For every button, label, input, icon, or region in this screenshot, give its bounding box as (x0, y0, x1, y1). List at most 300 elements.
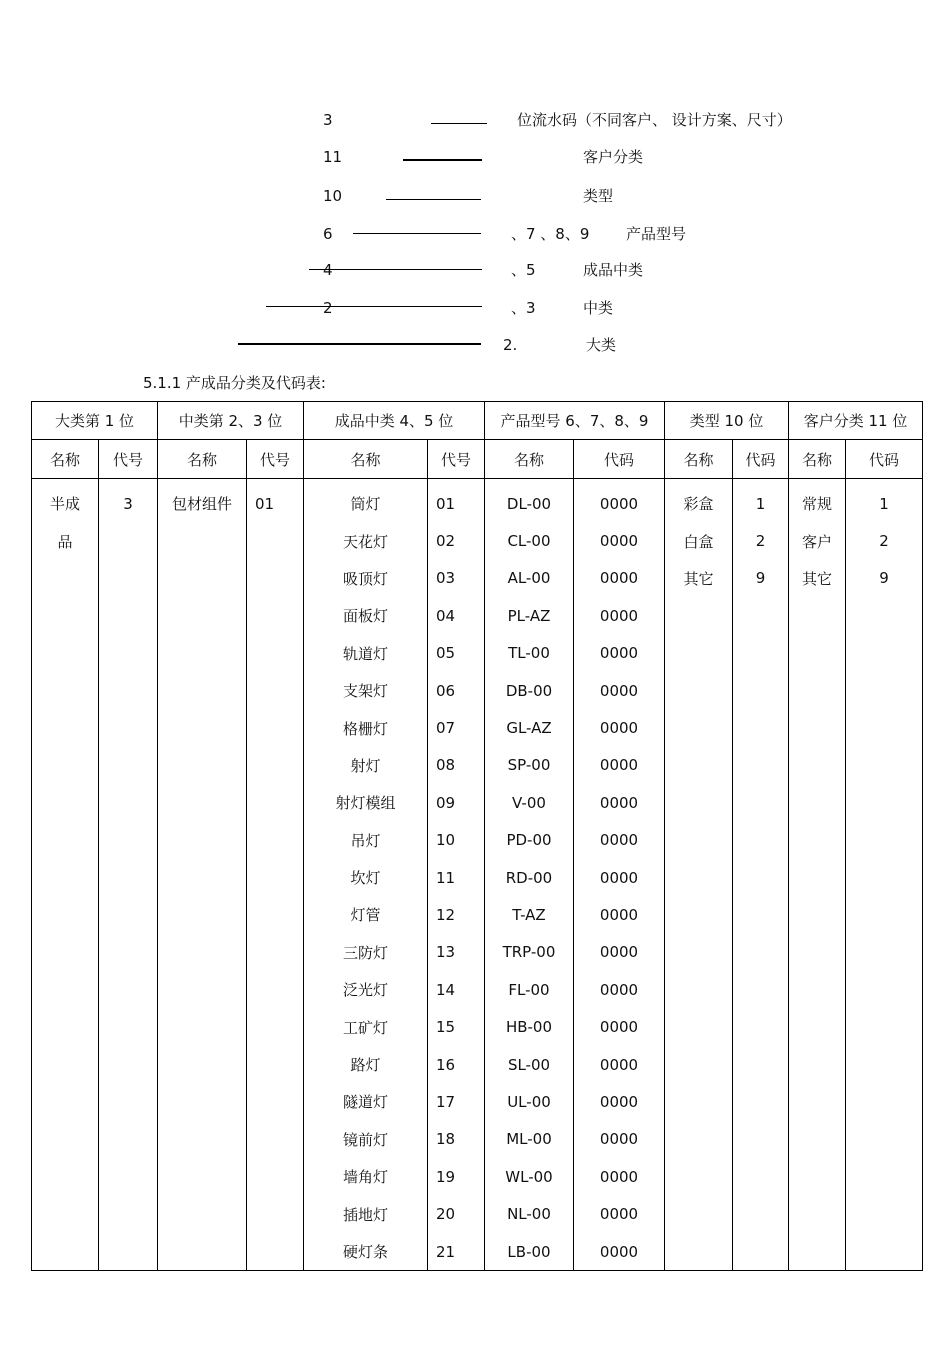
table-row (32, 479, 923, 523)
customer-name (789, 1083, 846, 1120)
legend-line (238, 343, 481, 345)
product-category-code: 07 (428, 709, 485, 746)
middle-category-code (247, 709, 304, 746)
middle-category-code (247, 1158, 304, 1195)
product-category-name: 灯管 (304, 896, 428, 933)
middle-category-code (247, 1008, 304, 1045)
product-model-code: 0000 (574, 709, 665, 746)
product-model-code: 0000 (574, 1083, 665, 1120)
product-category-code: 13 (428, 934, 485, 971)
type-name (665, 709, 733, 746)
type-name (665, 597, 733, 634)
middle-category-name (158, 560, 247, 597)
major-category-code (99, 522, 158, 559)
major-category-name (32, 1083, 99, 1120)
type-code (733, 822, 789, 859)
customer-code (846, 1121, 923, 1158)
customer-name (789, 971, 846, 1008)
product-category-name: 轨道灯 (304, 635, 428, 672)
product-category-code: 15 (428, 1008, 485, 1045)
product-category-name: 支架灯 (304, 672, 428, 709)
column-header: 名称 (665, 440, 733, 479)
product-model: TRP-00 (485, 934, 574, 971)
product-model-code: 0000 (574, 1158, 665, 1195)
product-category-code: 06 (428, 672, 485, 709)
legend-line (266, 306, 482, 307)
table-caption: 5.1.1 产成品分类及代码表: (143, 374, 326, 392)
legend-position: 、7 、8、9 (511, 225, 590, 243)
legend-label: 产品型号 (626, 225, 687, 243)
product-category-name: 面板灯 (304, 597, 428, 634)
customer-code (846, 784, 923, 821)
product-code-table (31, 401, 923, 1271)
major-category-name (32, 635, 99, 672)
middle-category-name: 包材组件 (158, 479, 247, 523)
type-code (733, 1083, 789, 1120)
legend-label: 成品中类 (583, 261, 644, 279)
type-code (733, 1046, 789, 1083)
table-row (32, 1121, 923, 1158)
customer-name (789, 597, 846, 634)
middle-category-name (158, 709, 247, 746)
middle-category-code (247, 822, 304, 859)
middle-category-name (158, 672, 247, 709)
product-model-code: 0000 (574, 822, 665, 859)
table-row (32, 1008, 923, 1045)
product-model-code: 0000 (574, 1008, 665, 1045)
customer-name (789, 934, 846, 971)
major-category-code (99, 1158, 158, 1195)
column-header: 代码 (733, 440, 789, 479)
customer-code (846, 822, 923, 859)
product-category-name: 吸顶灯 (304, 560, 428, 597)
legend-line (403, 159, 482, 161)
legend-label: 大类 (586, 336, 617, 354)
major-category-name (32, 672, 99, 709)
customer-code (846, 597, 923, 634)
middle-category-code (247, 635, 304, 672)
group-header-row (32, 402, 923, 440)
customer-code (846, 1233, 923, 1271)
major-category-name (32, 859, 99, 896)
major-category-name (32, 1158, 99, 1195)
customer-name (789, 896, 846, 933)
major-category-code: 3 (99, 479, 158, 523)
type-name (665, 934, 733, 971)
middle-category-name (158, 635, 247, 672)
major-category-code (99, 1008, 158, 1045)
major-category-code (99, 560, 158, 597)
table-row (32, 784, 923, 821)
major-category-code (99, 859, 158, 896)
legend-label: 客户分类 (583, 148, 644, 166)
middle-category-name (158, 934, 247, 971)
type-name (665, 896, 733, 933)
table-row (32, 971, 923, 1008)
middle-category-code (247, 597, 304, 634)
table-row (32, 709, 923, 746)
product-model: HB-00 (485, 1008, 574, 1045)
major-category-code (99, 784, 158, 821)
type-code (733, 709, 789, 746)
middle-category-code (247, 522, 304, 559)
product-model-code: 0000 (574, 859, 665, 896)
type-name (665, 1233, 733, 1271)
product-category-code: 09 (428, 784, 485, 821)
table-row (32, 747, 923, 784)
middle-category-name (158, 896, 247, 933)
major-category-name (32, 896, 99, 933)
product-model-code: 0000 (574, 479, 665, 523)
product-model: FL-00 (485, 971, 574, 1008)
type-name (665, 822, 733, 859)
product-category-code: 18 (428, 1121, 485, 1158)
product-model-code: 0000 (574, 522, 665, 559)
group-header: 类型 10 位 (665, 402, 789, 440)
type-name (665, 1158, 733, 1195)
middle-category-name (158, 784, 247, 821)
customer-name (789, 1046, 846, 1083)
type-code: 2 (733, 522, 789, 559)
table-row (32, 1195, 923, 1232)
middle-category-name (158, 971, 247, 1008)
middle-category-code (247, 1195, 304, 1232)
product-category-name: 隧道灯 (304, 1083, 428, 1120)
customer-name (789, 859, 846, 896)
type-code (733, 784, 789, 821)
product-category-name: 泛光灯 (304, 971, 428, 1008)
customer-code (846, 635, 923, 672)
product-category-code: 11 (428, 859, 485, 896)
customer-name (789, 635, 846, 672)
column-header: 名称 (158, 440, 247, 479)
type-name (665, 859, 733, 896)
major-category-code (99, 672, 158, 709)
legend-label: 类型 (583, 187, 614, 205)
middle-category-name (158, 747, 247, 784)
product-model: WL-00 (485, 1158, 574, 1195)
major-category-name: 半成 (32, 479, 99, 523)
product-model: LB-00 (485, 1233, 574, 1271)
product-category-code: 03 (428, 560, 485, 597)
middle-category-code: 01 (247, 479, 304, 523)
product-category-code: 17 (428, 1083, 485, 1120)
column-header: 代号 (99, 440, 158, 479)
middle-category-name (158, 1158, 247, 1195)
customer-code (846, 971, 923, 1008)
product-category-name: 坎灯 (304, 859, 428, 896)
product-category-code: 16 (428, 1046, 485, 1083)
product-category-name: 射灯 (304, 747, 428, 784)
type-name (665, 635, 733, 672)
product-model-code: 0000 (574, 1233, 665, 1271)
customer-code: 1 (846, 479, 923, 523)
major-category-code (99, 1195, 158, 1232)
product-category-code: 01 (428, 479, 485, 523)
middle-category-code (247, 784, 304, 821)
customer-name (789, 1008, 846, 1045)
major-category-code (99, 597, 158, 634)
middle-category-code (247, 1121, 304, 1158)
major-category-code (99, 934, 158, 971)
product-model-code: 0000 (574, 560, 665, 597)
table-row (32, 522, 923, 559)
customer-name (789, 1195, 846, 1232)
table-row (32, 1233, 923, 1271)
product-category-code: 14 (428, 971, 485, 1008)
product-model-code: 0000 (574, 597, 665, 634)
major-category-code (99, 1121, 158, 1158)
legend-position: 、3 (511, 299, 536, 317)
type-code: 1 (733, 479, 789, 523)
column-header: 代码 (574, 440, 665, 479)
type-name (665, 1046, 733, 1083)
product-category-name: 三防灯 (304, 934, 428, 971)
product-model-code: 0000 (574, 1046, 665, 1083)
table-row (32, 597, 923, 634)
table-row (32, 896, 923, 933)
major-category-name (32, 934, 99, 971)
middle-category-name (158, 522, 247, 559)
product-category-code: 02 (428, 522, 485, 559)
legend-label: 位流水码（不同客户、 设计方案、尺寸） (517, 111, 792, 129)
major-category-name (32, 971, 99, 1008)
middle-category-code (247, 1233, 304, 1271)
legend-line (386, 199, 481, 200)
type-code (733, 1121, 789, 1158)
middle-category-code (247, 560, 304, 597)
group-header: 中类第 2、3 位 (158, 402, 304, 440)
product-category-code: 20 (428, 1195, 485, 1232)
customer-code (846, 1046, 923, 1083)
table-row (32, 822, 923, 859)
customer-code (846, 1158, 923, 1195)
type-code (733, 1158, 789, 1195)
legend-number: 4 (323, 261, 333, 279)
legend-number: 10 (323, 187, 343, 205)
major-category-name (32, 597, 99, 634)
product-model-code: 0000 (574, 1121, 665, 1158)
major-category-code (99, 1046, 158, 1083)
middle-category-code (247, 672, 304, 709)
product-model: NL-00 (485, 1195, 574, 1232)
group-header: 客户分类 11 位 (789, 402, 923, 440)
major-category-name (32, 1046, 99, 1083)
middle-category-code (247, 896, 304, 933)
product-model: DL-00 (485, 479, 574, 523)
product-model: UL-00 (485, 1083, 574, 1120)
product-model: PL-AZ (485, 597, 574, 634)
customer-code (846, 934, 923, 971)
customer-name (789, 709, 846, 746)
product-model: GL-AZ (485, 709, 574, 746)
middle-category-code (247, 747, 304, 784)
middle-category-name (158, 1008, 247, 1045)
major-category-name (32, 822, 99, 859)
legend-line (431, 123, 487, 124)
type-code (733, 672, 789, 709)
type-code (733, 1195, 789, 1232)
product-category-code: 10 (428, 822, 485, 859)
product-model: CL-00 (485, 522, 574, 559)
product-model-code: 0000 (574, 672, 665, 709)
type-code (733, 747, 789, 784)
group-header: 成品中类 4、5 位 (304, 402, 485, 440)
customer-name (789, 784, 846, 821)
product-model-code: 0000 (574, 896, 665, 933)
table-row (32, 672, 923, 709)
major-category-code (99, 822, 158, 859)
product-model-code: 0000 (574, 1195, 665, 1232)
legend-number: 11 (323, 148, 343, 166)
product-model: SL-00 (485, 1046, 574, 1083)
major-category-name (32, 747, 99, 784)
customer-code (846, 672, 923, 709)
product-category-name: 吊灯 (304, 822, 428, 859)
customer-name (789, 1233, 846, 1271)
type-name (665, 747, 733, 784)
type-name: 白盒 (665, 522, 733, 559)
product-model: AL-00 (485, 560, 574, 597)
type-code (733, 971, 789, 1008)
major-category-name (32, 1008, 99, 1045)
type-name: 彩盒 (665, 479, 733, 523)
type-code: 9 (733, 560, 789, 597)
product-model-code: 0000 (574, 747, 665, 784)
major-category-code (99, 747, 158, 784)
table-row (32, 859, 923, 896)
middle-category-code (247, 1083, 304, 1120)
product-category-name: 硬灯条 (304, 1233, 428, 1271)
type-name (665, 1083, 733, 1120)
middle-category-code (247, 859, 304, 896)
customer-name: 常规 (789, 479, 846, 523)
type-code (733, 597, 789, 634)
column-header: 代号 (428, 440, 485, 479)
product-category-code: 05 (428, 635, 485, 672)
customer-code (846, 896, 923, 933)
middle-category-code (247, 1046, 304, 1083)
major-category-code (99, 709, 158, 746)
middle-category-code (247, 971, 304, 1008)
customer-code (846, 1195, 923, 1232)
customer-code (846, 747, 923, 784)
customer-name (789, 822, 846, 859)
customer-code (846, 1083, 923, 1120)
type-code (733, 635, 789, 672)
legend-label: 中类 (583, 299, 614, 317)
column-header: 代号 (247, 440, 304, 479)
product-model: TL-00 (485, 635, 574, 672)
customer-name (789, 1121, 846, 1158)
major-category-code (99, 896, 158, 933)
type-code (733, 896, 789, 933)
type-name: 其它 (665, 560, 733, 597)
type-name (665, 1195, 733, 1232)
product-model: DB-00 (485, 672, 574, 709)
type-code (733, 859, 789, 896)
type-name (665, 1121, 733, 1158)
sub-header-row (32, 440, 923, 479)
column-header: 名称 (485, 440, 574, 479)
customer-name: 其它 (789, 560, 846, 597)
product-model-code: 0000 (574, 971, 665, 1008)
product-model: SP-00 (485, 747, 574, 784)
type-name (665, 784, 733, 821)
customer-name (789, 672, 846, 709)
legend-line (353, 233, 481, 234)
major-category-name (32, 1233, 99, 1271)
customer-name (789, 747, 846, 784)
product-category-code: 12 (428, 896, 485, 933)
major-category-name (32, 709, 99, 746)
table-row (32, 934, 923, 971)
legend-position: 2. (503, 336, 518, 354)
table-row (32, 560, 923, 597)
legend-number: 6 (323, 225, 333, 243)
product-category-name: 墙角灯 (304, 1158, 428, 1195)
middle-category-code (247, 934, 304, 971)
major-category-name (32, 784, 99, 821)
table-row (32, 635, 923, 672)
type-code (733, 1008, 789, 1045)
group-header: 大类第 1 位 (32, 402, 158, 440)
major-category-name (32, 1121, 99, 1158)
major-category-code (99, 1233, 158, 1271)
product-category-code: 08 (428, 747, 485, 784)
type-name (665, 1008, 733, 1045)
product-category-name: 镜前灯 (304, 1121, 428, 1158)
column-header: 名称 (789, 440, 846, 479)
customer-code: 2 (846, 522, 923, 559)
product-category-name: 天花灯 (304, 522, 428, 559)
product-category-code: 21 (428, 1233, 485, 1271)
product-model: ML-00 (485, 1121, 574, 1158)
product-category-name: 插地灯 (304, 1195, 428, 1232)
table-row (32, 1046, 923, 1083)
legend-number: 2 (323, 299, 333, 317)
group-header: 产品型号 6、7、8、9 (485, 402, 665, 440)
middle-category-name (158, 822, 247, 859)
product-model: V-00 (485, 784, 574, 821)
table-row (32, 1083, 923, 1120)
customer-code (846, 1008, 923, 1045)
customer-code (846, 709, 923, 746)
type-name (665, 672, 733, 709)
type-code (733, 934, 789, 971)
customer-name (789, 1158, 846, 1195)
product-category-name: 格栅灯 (304, 709, 428, 746)
product-model: T-AZ (485, 896, 574, 933)
product-model: RD-00 (485, 859, 574, 896)
legend-number: 3 (323, 111, 333, 129)
major-category-name (32, 560, 99, 597)
product-model-code: 0000 (574, 784, 665, 821)
legend-line (309, 269, 482, 270)
product-category-name: 工矿灯 (304, 1008, 428, 1045)
major-category-code (99, 971, 158, 1008)
major-category-code (99, 635, 158, 672)
middle-category-name (158, 1083, 247, 1120)
middle-category-name (158, 597, 247, 634)
middle-category-name (158, 1046, 247, 1083)
product-model: PD-00 (485, 822, 574, 859)
customer-code (846, 859, 923, 896)
table-row (32, 1158, 923, 1195)
product-category-name: 筒灯 (304, 479, 428, 523)
product-model-code: 0000 (574, 635, 665, 672)
product-model-code: 0000 (574, 934, 665, 971)
